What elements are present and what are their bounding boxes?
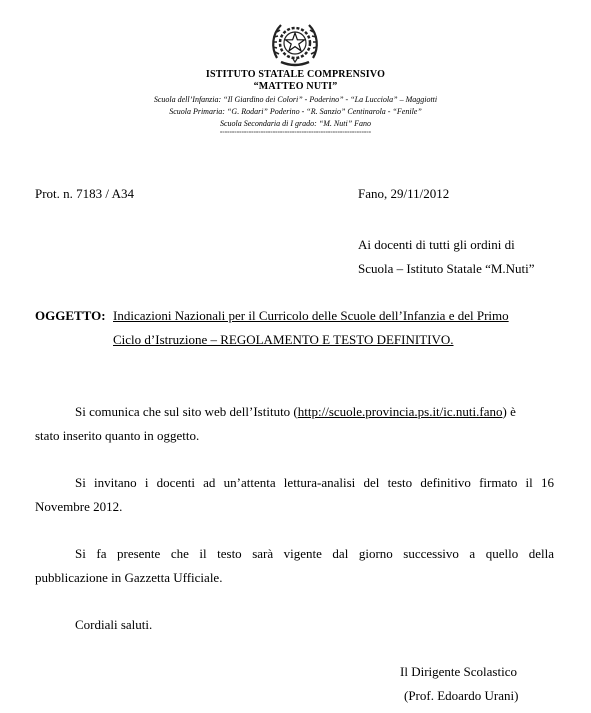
closing-greeting: Cordiali saluti.: [75, 617, 153, 632]
school-secondaria-line: Scuola Secondaria di I grado: “M. Nuti” Fano: [219, 119, 372, 128]
recipients-line-1: Ai docenti di tutti gli ordini di: [358, 237, 515, 252]
signature-role: Il Dirigente Scolastico: [400, 664, 517, 679]
signature-name: (Prof. Edoardo Urani): [404, 688, 519, 703]
paragraph-1-text-start: Si comunica che sul sito web dell’Istituto (: [75, 404, 298, 419]
school-title: ISTITUTO STATALE COMPRENSIVO: [205, 69, 386, 80]
school-name: “MATTEO NUTI”: [253, 81, 338, 92]
italian-republic-emblem-icon: [267, 14, 323, 70]
paragraph-2-line-2: Novembre 2012.: [35, 499, 123, 514]
protocol-number: Prot. n. 7183 / A34: [35, 186, 134, 201]
paragraph-1-line-2: stato inserito quanto in oggetto.: [35, 428, 200, 443]
place-date: Fano, 29/11/2012: [358, 186, 450, 201]
paragraph-3-line-2: pubblicazione in Gazzetta Ufficiale.: [35, 570, 223, 585]
school-primaria-line: Scuola Primaria: “G. Rodari” Poderino - “R. Sanzio” Centinarola - “Fenile”: [169, 107, 422, 116]
subject-label: OGGETTO:: [35, 308, 106, 323]
subject-line-1: Indicazioni Nazionali per il Curricolo delle Scuole dell’Infanzia e del Primo: [113, 308, 509, 323]
paragraph-1-line-1: [75, 405, 516, 418]
recipients-line-2: Scuola – Istituto Statale “M.Nuti”: [358, 261, 535, 276]
subject-line-2: Ciclo d’Istruzione – REGOLAMENTO E TESTO DEFINITIVO.: [113, 332, 454, 347]
school-infanzia-line: Scuola dell’Infanzia: “Il Giardino dei Colori” - Poderino” - “La Lucciola” – Maggiotti: [153, 95, 438, 104]
letterhead-decoration: °°°°°°°°°°°°°°°°°°°°°°°°°°°°°°°°°°°°°°°°°°°°°°°°°°°°°°°°°°°°°°°: [219, 131, 372, 137]
paragraph-1-text-end: ) è: [502, 404, 516, 419]
website-link[interactable]: http://scuole.provincia.ps.it/ic.nuti.fano: [297, 404, 503, 419]
paragraph-3-line-1: Si fa presente che il testo sarà vigente dal giorno successivo a quello della: [75, 546, 554, 561]
paragraph-2-line-1: Si invitano i docenti ad un’attenta lettura-analisi del testo definitivo firmato il 16: [75, 475, 554, 490]
